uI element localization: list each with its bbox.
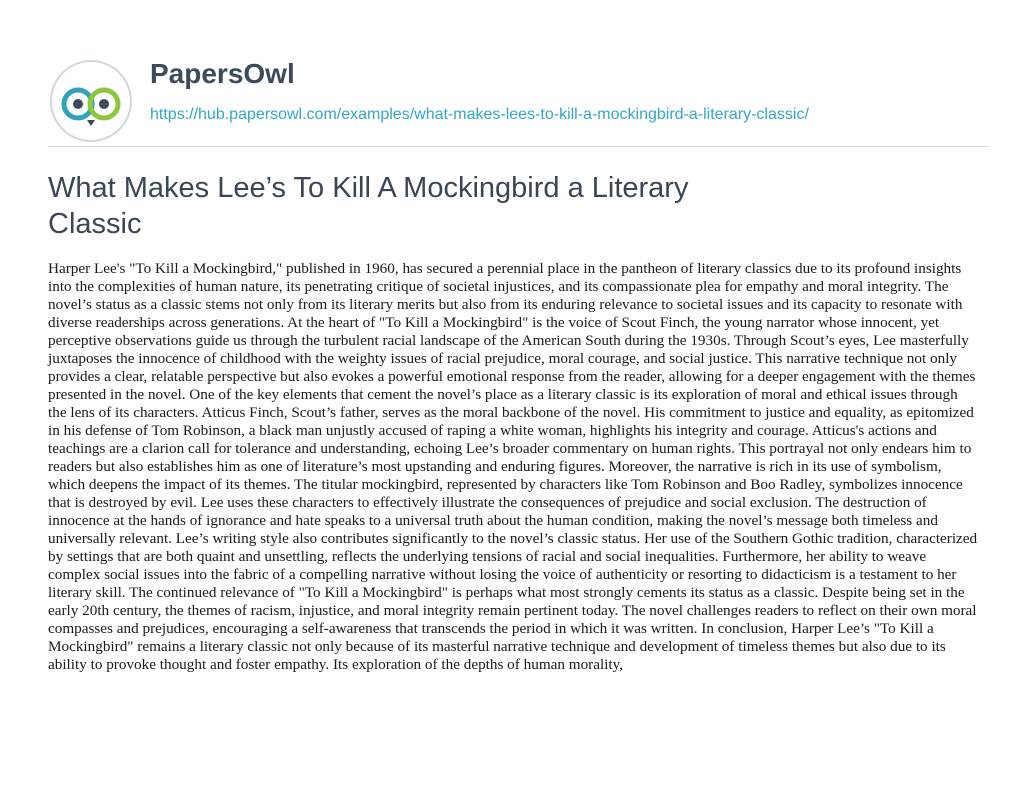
document-title: What Makes Lee’s To Kill A Mockingbird a Literary Classic <box>48 172 689 240</box>
brand-name[interactable]: PapersOwl <box>150 58 295 89</box>
document-body: Harper Lee's "To Kill a Mockingbird," published in 1960, has secured a perennial place in the pantheon of literary classics due to its profound insights into the complexities of human nature, its penetrating critique of societal injustices, and its compassionate plea for empathy and moral integrity. The novel’s status as a classic stems not only from its literary merits but also from its enduring relevance to societal issues and its capacity to resonate with diverse readerships across generations. At the heart of "To Kill a Mockingbird" is the voice of Scout Finch, the young narrator whose innocent, yet perceptive observations guide us through the turbulent racial landscape of the American South during the 1930s. Through Scout’s eyes, Lee masterfully juxtaposes the innocence of childhood with the weighty issues of racial prejudice, moral courage, and social justice. This narrative technique not only provides a clear, relatable perspective but also evokes a powerful emotional response from the reader, allowing for a deeper engagement with the themes presented in the novel. One of the key elements that cement the novel’s place as a literary classic is its exploration of moral and ethical issues through the lens of its characters. Atticus Finch, Scout’s father, serves as the moral backbone of the novel. His commitment to justice and equality, as epitomized in his defense of Tom Robinson, a black man unjustly accused of raping a white woman, highlights his integrity and courage. Atticus's actions and teachings are a clarion call for tolerance and understanding, echoing Lee’s broader commentary on human rights. This portrayal not only endears him to readers but also establishes him as one of literature’s most upstanding and enduring figures. Moreover, the narrative is rich in its use of symbolism, which deepens the impact of its themes. The titular mockingbird, represented by characters like Tom Robinson and Boo Radley, symbolizes innocence that is destroyed by evil. Lee uses these characters to effectively illustrate the consequences of prejudice and social exclusion. The destruction of innocence at the hands of ignorance and hate speaks to a universal truth about the human condition, making the novel’s message both timeless and universally relevant. Lee’s writing style also contributes significantly to the novel’s classic status. Her use of the Southern Gothic tradition, characterized by settings that are both quaint and unsettling, reflects the underlying tensions of racial and social inequalities. Furthermore, her ability to weave complex social issues into the fabric of a compelling narrative without losing the voice of authenticity or resorting to didacticism is a testament to her literary skill. The continued relevance of "To Kill a Mockingbird" is perhaps what most strongly cements its status as a classic. Despite being set in the early 20th century, the themes of racism, injustice, and moral integrity remain pertinent today. The novel challenges readers to reflect on their own moral compasses and prejudices, encouraging a self-awareness that transcends the period in which it was written. In conclusion, Harper Lee’s "To Kill a Mockingbird" remains a literary classic not only because of its masterful narrative technique and development of timeless themes but also due to its ability to provoke thought and foster empathy. Its exploration of the depths of human morality, <box>48 260 978 673</box>
bottom-fade <box>0 740 1024 786</box>
page-url[interactable]: https://hub.papersowl.com/examples/what-makes-lees-to-kill-a-mockingbird-a-literary-classic/ <box>150 106 809 123</box>
header <box>48 36 988 147</box>
owl-logo-icon[interactable] <box>48 58 134 144</box>
